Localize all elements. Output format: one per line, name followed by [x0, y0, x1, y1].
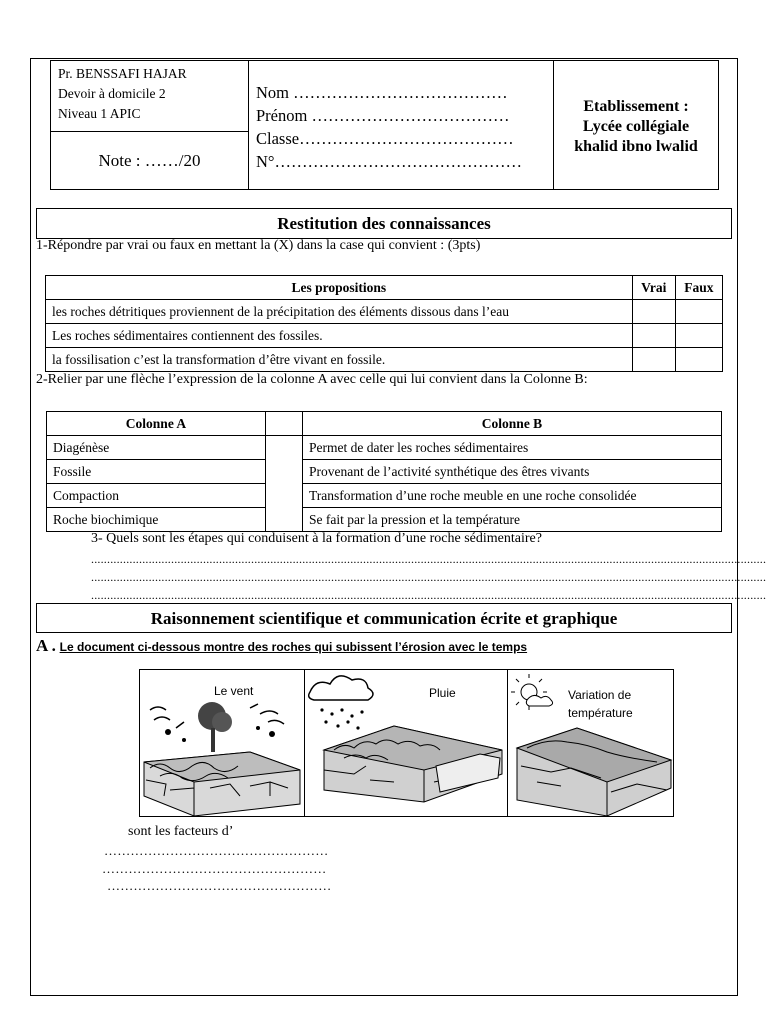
label-wind: Le vent	[214, 684, 254, 698]
matching-table	[46, 411, 722, 532]
table-row	[46, 324, 723, 348]
colonne-b-item-4: Se fait par la pression et la température	[303, 508, 722, 532]
faux-checkbox-2[interactable]	[675, 324, 722, 348]
table-header-row	[46, 276, 723, 300]
colonne-a-item-1: Diagénèse	[47, 436, 266, 460]
school-box	[553, 60, 719, 190]
question-2: 2-Relier par une flèche l’expression de la colonne A avec celle qui lui convient dans la Colonne B:	[36, 372, 588, 387]
section-title-restitution: Restitution des connaissances	[36, 208, 732, 239]
rain-erosion-illustration	[304, 670, 507, 816]
panel-rain	[304, 670, 508, 816]
table-row	[46, 300, 723, 324]
number-field[interactable]: N°………………………………………	[256, 152, 523, 171]
proposition-3: la fossilisation c’est la transformation d’être vivant en fossile.	[46, 348, 633, 372]
answer-dots-3[interactable]: ……………………………………………	[107, 878, 332, 893]
answer-line-3[interactable]: ...................................................................................................................................................................................................................	[91, 588, 767, 602]
question-3: 3- Quels sont les étapes qui conduisent à la formation d’une roche sédimentaire?	[91, 531, 542, 546]
answer-dots-1[interactable]: ……………………………………………	[104, 843, 329, 858]
answer-dots-2[interactable]: ……………………………………………	[102, 861, 327, 876]
table-row	[47, 508, 722, 532]
name-field[interactable]: Nom …………………………………	[256, 83, 508, 102]
header-propositions: Les propositions	[46, 276, 633, 300]
table-row	[47, 484, 722, 508]
part-a-letter: A .	[36, 636, 56, 655]
faux-checkbox-3[interactable]	[675, 348, 722, 372]
table-header-row	[47, 412, 722, 436]
label-temperature-line1: Variation de	[568, 688, 632, 702]
answer-line-1[interactable]: ...................................................................................................................................................................................................................	[91, 552, 767, 566]
vrai-checkbox-1[interactable]	[632, 300, 675, 324]
colonne-b-item-3: Transformation d’une roche meuble en une roche consolidée	[303, 484, 722, 508]
grade-field[interactable]: Note : ……/20	[98, 151, 201, 170]
assignment-name: Devoir à domicile 2	[58, 86, 166, 101]
header-colonne-a: Colonne A	[47, 412, 266, 436]
arrow-gap[interactable]	[266, 436, 303, 532]
erosion-figure	[139, 669, 674, 817]
proposition-2: Les roches sédimentaires contiennent des fossiles.	[46, 324, 633, 348]
table-row	[47, 460, 722, 484]
colonne-a-item-3: Compaction	[47, 484, 266, 508]
colonne-b-item-1: Permet de dater les roches sédimentaires	[303, 436, 722, 460]
answer-line-2[interactable]: ...................................................................................................................................................................................................................	[91, 570, 767, 584]
table-row	[47, 436, 722, 460]
colonne-a-item-2: Fossile	[47, 460, 266, 484]
teacher-name: Pr. BENSSAFI HAJAR	[58, 66, 187, 81]
student-info	[248, 60, 554, 190]
answer-intro: sont les facteurs d’	[128, 824, 234, 839]
part-a-text: Le document ci-dessous montre des roches qui subissent l’érosion avec le temps	[59, 640, 528, 654]
true-false-table	[45, 275, 723, 372]
label-temperature-line2: température	[568, 706, 633, 720]
section-title-raisonnement: Raisonnement scientifique et communication écrite et graphique	[36, 603, 732, 633]
arrow-gap-header	[266, 412, 303, 436]
question-1: 1-Répondre par vrai ou faux en mettant la (X) dans la case qui convient : (3pts)	[36, 238, 481, 253]
class-field[interactable]: Classe…………………………………	[256, 129, 514, 148]
header-faux: Faux	[675, 276, 722, 300]
teacher-info	[50, 60, 249, 132]
firstname-field[interactable]: Prénom ………………………………	[256, 106, 510, 125]
proposition-1: les roches détritiques proviennent de la précipitation des éléments dissous dans l’eau	[46, 300, 633, 324]
label-rain: Pluie	[429, 686, 456, 700]
panel-wind	[140, 670, 305, 816]
header-colonne-b: Colonne B	[303, 412, 722, 436]
school-name-line1: Lycée collégiale	[582, 118, 690, 135]
vrai-checkbox-3[interactable]	[632, 348, 675, 372]
colonne-a-item-4: Roche biochimique	[47, 508, 266, 532]
label-temperature	[568, 686, 633, 722]
header-vrai: Vrai	[632, 276, 675, 300]
school-name-line2: khalid ibno lwalid	[574, 138, 698, 155]
colonne-b-item-2: Provenant de l’activité synthétique des êtres vivants	[303, 460, 722, 484]
faux-checkbox-1[interactable]	[675, 300, 722, 324]
part-a-heading	[36, 636, 527, 656]
table-row	[46, 348, 723, 372]
level: Niveau 1 APIC	[58, 106, 141, 121]
school-label: Etablissement :	[583, 98, 689, 115]
vrai-checkbox-2[interactable]	[632, 324, 675, 348]
panel-temperature	[507, 670, 673, 816]
